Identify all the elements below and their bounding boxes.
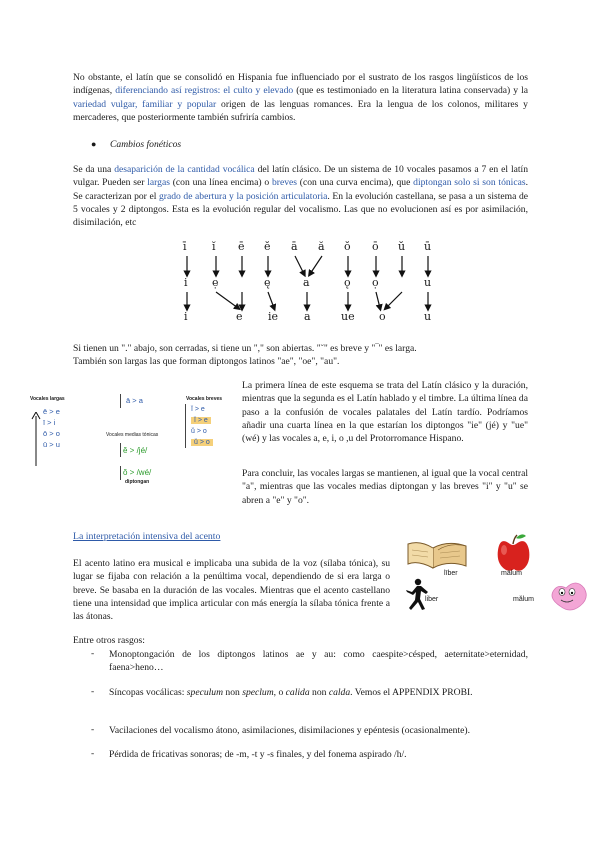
long-vowel-rule: ē > e: [43, 407, 60, 416]
conclusion-paragraph: Para concluir, las vocales largas se mantienen, al igual que la vocal central "a", mientras que las vocales medias diptongan y las breves "i" y "u" se abren a "e" y "o".: [242, 468, 528, 506]
short-vowel-rule: ĭ > e: [191, 417, 211, 424]
list-item: Síncopas vocálicas: speculum non speclum, o calida non calda. Vemos el APPENDIX PROBI.: [109, 687, 473, 698]
list-item: Monoptongación de los diptongos latinos ae y au: como caespite>césped, aeternitate>eternidad, faena>heno…: [109, 649, 528, 674]
short-vowel-rule: ĭ > e: [191, 406, 205, 413]
vowel-scheme-diagram: [28, 388, 238, 488]
vowel-top: ē: [238, 240, 245, 253]
mid-vowels-title: Vocales medias tónicas: [106, 432, 159, 438]
diphthong-note: diptongan: [125, 479, 150, 485]
vowel-middle: i: [184, 276, 188, 289]
short-vowel-bracket: [185, 404, 186, 448]
link-variedad-vulgar: variedad vulgar, familiar y popular: [73, 98, 217, 110]
apple-icon: [498, 534, 530, 570]
apple-label: mālum: [501, 570, 523, 577]
section-cambios-foneticos: Cambios fonéticos: [110, 139, 182, 150]
vowel-bottom: ue: [341, 310, 355, 323]
mid-vowel-e-rule: ĕ > /jé/: [123, 446, 148, 455]
mid-vowel-o-rule: ŏ > /wé/: [123, 468, 152, 477]
illustrations: [398, 530, 588, 620]
vowel-evolution-chart: [170, 240, 460, 332]
vowel-middle: ǫ: [344, 276, 351, 289]
vowel-bottom: i: [184, 310, 188, 323]
book-icon: [408, 543, 466, 568]
link-registros: diferenciando así registros: el culto y elevado: [115, 85, 294, 97]
accent-paragraph: El acento latino era musical e implicaba una subida de la voz (sílaba tónica), su lugar se fijaba con relación a la penúltima vocal, dependiendo de si era larga o breve. Se basaba en la duración de las vocales. Mientras que el acento castellano tiene una intensidad que implica articular con más energía la sílaba tónica frente a las átonas.: [73, 558, 390, 623]
intro-paragraph: No obstante, el latín que se consolidó en Hispania fue influenciado por el sustrato de los rasgos lingüísticos de los indígenas, diferenciando así registros: el culto y elevado (que es testimoniado en la literatura latina conservada) y la variedad vulgar, familiar y popular origen de las lenguas romances. Era la lengua de los colonos, militares y mercaderes, que posteriormente también sufriría cambios.: [73, 72, 528, 123]
vowel-top: ō: [372, 240, 379, 253]
vowel-bottom: a: [304, 310, 311, 323]
central-vowel-bracket: [120, 394, 121, 408]
vowel-bottom: u: [424, 310, 432, 323]
list-dash: -: [91, 648, 95, 659]
vowel-bottom: o: [379, 310, 386, 323]
bullet-dot-icon: ●: [91, 139, 97, 149]
vowel-middle: ę: [264, 276, 271, 289]
scheme-explanation: La primera línea de este esquema se trata del Latín clásico y la duración, mientras que la segunda es el Latín hablado y el timbre. La última línea da paso a la confusión de vocales palatales del Latín tardío. Podríamos añadir una cuarta línea en la que estarían los diptongos "ie" (jé) y "ue" (wé) y las vocales a, e, i, o ,u del Protorromance Hispano.: [242, 380, 528, 445]
vowel-top: ĭ: [212, 240, 216, 253]
long-vowel-rule: ū > u: [43, 440, 60, 449]
mid-vowel-bracket: [120, 466, 121, 480]
face-label: mălum: [513, 596, 535, 603]
list-dash: -: [91, 748, 95, 759]
vowel-top: ā: [291, 240, 298, 253]
arrow-up-icon: [31, 412, 41, 468]
vowel-top: ū: [424, 240, 432, 253]
vowel-top: ŭ: [398, 240, 406, 253]
list-dash: -: [91, 724, 95, 735]
long-vowels-title: Vocales largas: [30, 396, 65, 402]
short-vowels-title: Vocales breves: [186, 396, 223, 402]
long-vowel-rule: ī > i: [43, 418, 56, 427]
vowel-middle: ẹ: [212, 276, 219, 289]
vowel-middle: u: [424, 276, 432, 289]
short-vowel-rule: ŭ > o: [191, 428, 207, 435]
list-dash: -: [91, 686, 95, 697]
list-item: Pérdida de fricativas sonoras; de -m, -t y -s finales, y del fonema aspirado /h/.: [109, 749, 407, 760]
long-vowel-rule: ō > o: [43, 429, 60, 438]
short-vowel-rule: ŭ > o: [191, 439, 213, 446]
vocalic-paragraph: Se da una desaparición de la cantidad vocálica del latín clásico. De un sistema de 10 vocales pasamos a 7 en el latín vulgar. Pueden ser largas (con una línea encima) o breves (con una curva encima), que diptongan solo si son tónicas. Se caracterizan por el grado de abertura y la posición articulatoria. En la evolución castellana, se pasa a un sistema de 5 vocales y 2 diptongos. Esta es la evolución regular del vocalismo. Las que no evolucionen así es por asimilación, disimilación, etc: [73, 164, 529, 229]
list-item: Vacilaciones del vocalismo átono, asimilaciones, disimilaciones y epéntesis (ocasionalmente).: [109, 725, 470, 736]
vowel-top: ă: [318, 240, 325, 253]
marks-explanation: Si tienen un "." abajo, son cerradas, si tiene un "," son abiertas. "˘" es breve y "‾" es larga. También son largas las que forman diptongos latinos "ae", "oe", "au".: [73, 343, 417, 368]
book-label: līber: [444, 570, 458, 577]
vowel-bottom: ie: [268, 310, 279, 323]
central-vowel-rule: ā > a: [126, 396, 143, 405]
vowel-top: ŏ: [344, 240, 351, 253]
face-icon: [552, 583, 586, 610]
illustration-art: [398, 530, 588, 620]
mid-vowel-bracket: [120, 443, 121, 457]
vowel-middle: a: [303, 276, 310, 289]
runner-icon: [406, 579, 428, 610]
vowel-middle: ọ: [372, 276, 379, 289]
vowel-bottom: e: [236, 310, 243, 323]
vowel-top: ĕ: [264, 240, 271, 253]
runner-label: liber: [425, 596, 439, 603]
list-intro: Entre otros rasgos:: [73, 635, 145, 646]
vowel-top: ī: [183, 240, 187, 253]
accent-heading: La interpretación intensiva del acento: [73, 531, 221, 542]
